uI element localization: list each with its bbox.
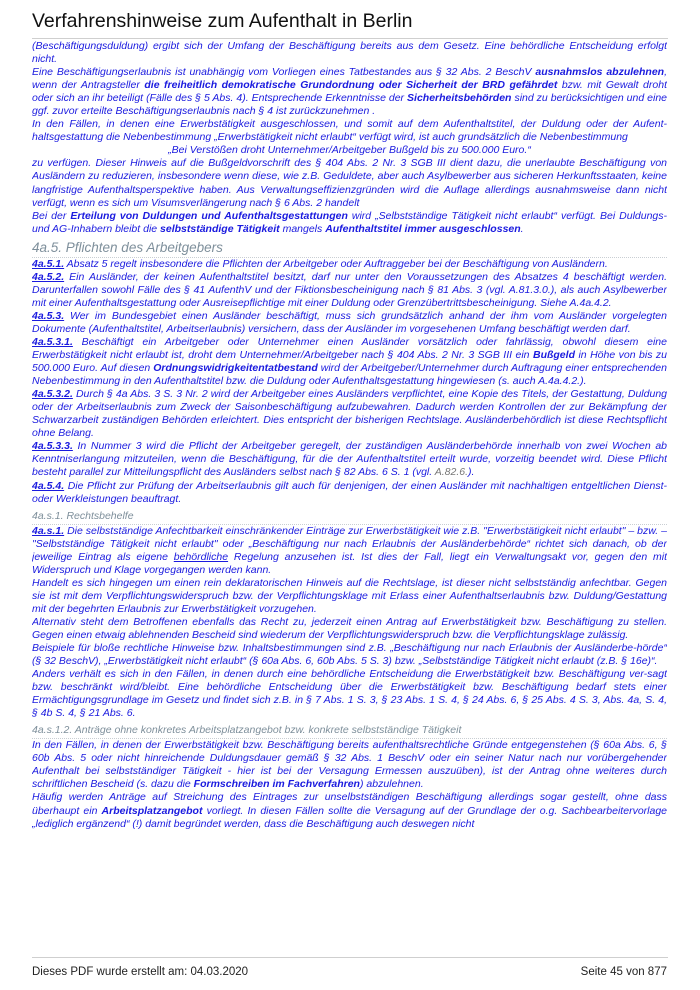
paragraph: 4a.5.1. Absatz 5 regelt insbesondere die Pflichten der Arbeitgeber oder Auftraggeber bei der Beschäftigung von Ausländern.	[32, 257, 608, 270]
section-ref-link[interactable]: 4a.5.3.2.	[32, 388, 73, 401]
section-ref-link[interactable]: 4a.s.1.	[32, 524, 65, 537]
footer-created-date: Dieses PDF wurde erstellt am: 04.03.2020	[32, 966, 249, 978]
paragraph: 4a.s.1. Die selbstständige Anfechtbarkeit einschränkender Einträge zur Erwerbstätigkeit wie z.B. "Erwerbstätigkeit nicht erlaubt" – bzw. – "Selbstständige Tätigkeit nicht erlaubt" oder „Beschäftigung nur nach Erlaubnis der Ausländerbehörde“ richtet sich danach, ob der jeweilige Eintrag als eigene behördliche Regelung anzusehen ist. Ist dies der Fall, liegt ein Verwaltungsakt vor, gegen den mit Widerspruch und Klage vorgegangen werden kann.	[32, 524, 667, 576]
paragraph: Anders verhält es sich in den Fällen, in denen durch eine behördliche Entscheidung die Erwerbstätigkeit bzw. Beschäftigung ver-sagt bzw. beschränkt wird/bleibt. Eine behördliche Entscheidung über die Erwerbstätigkeit bzw. Beschäftigung bedarf stets einer Ermächtigungsgrundlage im Gesetz und findet sich z.B. in § 7 Abs. 1 S. 3, § 23 Abs. 1 S. 4, § 24 Abs. 6, § 25 Abs. 4 S. 3, Abs. 4a, S. 4, § 4b S. 4, § 21 Abs. 6.	[32, 668, 667, 720]
quote-paragraph: „Bei Verstößen droht Unternehmer/Arbeitgeber Bußgeld bis zu 500.000 Euro.“	[168, 144, 531, 157]
paragraph: In den Fällen, in denen eine Erwerbstätigkeit ausgeschlossen, und somit auf dem Aufenthaltstitel, der Duldung oder der Aufent-haltsgestattung die Nebenbestimmung „Erwerbstätigkeit nicht erlaubt“ verfügt wird, ist auch grundsätzlich die Nebenbestimmung	[32, 118, 667, 144]
section-ref-link[interactable]: 4a.5.2.	[32, 270, 65, 283]
footer-page-number: Seite 45 von 877	[580, 966, 667, 978]
paragraph: (Beschäftigungsduldung) ergibt sich der Umfang der Beschäftigung bereits aus dem Gesetz. Eine behördliche Entscheidung erfolgt nicht.	[32, 40, 667, 66]
subsection-heading: 4a.s.1.2. Anträge ohne konkretes Arbeitsplatzangebot bzw. konkrete selbstständige Tätigkeit	[32, 723, 667, 739]
paragraph: zu verfügen. Dieser Hinweis auf die Bußgeldvorschrift des § 404 Abs. 2 Nr. 3 SGB III dient dazu, die unerlaubte Beschäftigung von Ausländern zu reduzieren, insbesondere wenn diese, wie z.B. Geduldete, aber auch Asylbewerber aus sicheren Herkunftsstaaten, keine langfristige Aufenthaltsperspektive haben. Aus Verwaltungseffizienzgründen wird die Auflage allerdings ausnahmsweise dann nicht verfügt, wenn es sich um Visumsverlängerung nach § 6 Abs. 2 handelt	[32, 157, 667, 209]
paragraph: Beispiele für bloße rechtliche Hinweise bzw. Inhaltsbestimmungen sind z.B. „Beschäftigung nur nach Erlaubnis der Ausländerbe-hörde“ (§ 32 BeschV), „Erwerbstätigkeit nicht erlaubt“ (§ 60a Abs. 6, 60b Abs. 5 S. 3) bzw. „Selbstständige Tätigkeit nicht erlaubt (z.B. § 16e)“.	[32, 642, 667, 668]
paragraph: 4a.5.3. Wer im Bundesgebiet einen Ausländer beschäftigt, muss sich grundsätzlich anhand der ihm vom Ausländer vorgelegten Dokumente (Aufenthaltstitel, Arbeitserlaubnis) versichern, dass der Ausländer im vorgesehenen Umfang beschäftigt werden darf.	[32, 309, 667, 335]
section-ref-link[interactable]: 4a.5.3.3.	[32, 440, 73, 453]
paragraph: Häufig werden Anträge auf Streichung des Eintrages zur unselbstständigen Beschäftigung allerdings sogar gestellt, ohne dass überhaupt ein Arbeitsplatzangebot vorliegt. In diesen Fällen sollte die Versagung auf der Grundlage der o.g. Sachbearbeitervorlage „lediglich ergänzend“ (!) damit begründet werden, dass die Beschäftigung auch deswegen nicht	[32, 791, 667, 830]
section-ref-link[interactable]: 4a.5.1.	[32, 257, 65, 270]
subsection-heading: 4a.s.1. Rechtsbehelfe	[32, 509, 667, 525]
paragraph: Alternativ steht dem Betroffenen ebenfalls das Recht zu, jederzeit einen Antrag auf Erwerbstätigkeit bzw. Beschäftigung zu stellen. Gegen einen etwaig ablehnenden Bescheid sind wiederum der Verpflichtungswiderspruch bzw. die Verpflichtungsklage zulässig.	[32, 615, 667, 641]
title-divider	[32, 38, 668, 39]
footer-divider	[32, 957, 668, 958]
paragraph: 4a.5.4. Die Pflicht zur Prüfung der Arbeitserlaubnis gilt auch für denjenigen, der einen Ausländer mit nachhaltigen entgeltlichen Dienst- oder Werkleistungen beauftragt.	[32, 479, 667, 505]
paragraph: 4a.5.3.1. Beschäftigt ein Arbeitgeber oder Unternehmer einen Ausländer vorsätzlich oder fahrlässig, obwohl diesem eine Erwerbstätigkeit nicht erlaubt ist, droht dem Unternehmer/Arbeitgeber nach § 404 Abs. 2 Nr. 3 SGB III ein Bußgeld in Höhe von bis zu 500.000 Euro. Auf diesen Ordnungswidrigkeitentatbestand wird der Arbeitgeber/Unternehmer durch Auftragung einer entsprechenden Nebenbestimmung in den Aufenthaltstitel bzw. die Duldung oder Aufenthaltsgestattung hingewiesen (s. auch A.4a.4.2.).	[32, 335, 667, 388]
paragraph: 4a.5.2. Ein Ausländer, der keinen Aufenthaltstitel besitzt, darf nur unter den Voraussetzungen des Absatzes 4 beschäftigt werden. Darunterfallen sowohl Fälle des § 41 AufenthV und der Fiktionsbescheinigung nach § 81 Abs. 3 (vgl. A.81.3.0.), als auch Asylbewerber mit einer Aufenthaltsgestattung oder Ausreisepflichtige mit einer Duldung oder Grenzübertrittsbescheinigung. Siehe A.4a.4.2.	[32, 270, 667, 309]
cross-reference-link[interactable]: A.82.6.	[434, 466, 468, 479]
section-heading: 4a.5. Pflichten des Arbeitgebers	[32, 239, 667, 258]
paragraph: In den Fällen, in denen der Erwerbstätigkeit bzw. Beschäftigung bereits aufenthaltsrechtliche Gründe entgegenstehen (§ 60a Abs. 6, § 60b Abs. 5 oder nicht hinreichende Duldungsdauer gemäß § 32 Abs. 1 BeschV oder ein seiner Natur nach nur vorübergehender Aufenthalt bei selbstständiger Tätigkeit - hier ist bei der Versagung Ermessen auszuüben), ist der Antrag ohne weiteres durch schriftlichen Bescheid (s. dazu die Formschreiben im Fachverfahren) abzulehnen.	[32, 739, 667, 791]
section-ref-link[interactable]: 4a.5.3.1.	[32, 335, 73, 348]
page-title: Verfahrenshinweise zum Aufenthalt in Berlin	[32, 10, 413, 32]
paragraph: Eine Beschäftigungserlaubnis ist unabhängig vom Vorliegen eines Tatbestandes aus § 32 Abs. 2 BeschV ausnahmslos abzulehnen, wenn der Antragsteller die freiheitlich demokratische Grundordnung oder Sicherheit der BRD gefährdet bzw. mit Gewalt droht oder sich an ihr beteiligt (Fälle des § 5 Abs. 4). Entsprechende Erkenntnisse der Sicherheitsbehörden sind zu berücksichtigen und eine ggf. zuvor erteilte Beschäftigungserlaubnis nach § 4 ist zurückzunehmen .	[32, 66, 667, 118]
section-ref-link[interactable]: 4a.5.3.	[32, 309, 65, 322]
paragraph: Handelt es sich hingegen um einen rein deklaratorischen Hinweis auf die Rechtslage, ist dieser nicht selbstständig anfechtbar. Gegen sie ist mit dem Verpflichtungswiderspruch bzw. der Verpflichtungsklage mit Erlass einer Aufenthaltserlaubnis bzw. Duldung/Gestattung mit der begehrten Erlaubnis zur Erwerbstätigkeit vorzugehen.	[32, 576, 667, 615]
paragraph: 4a.5.3.3. In Nummer 3 wird die Pflicht der Arbeitgeber geregelt, der zuständigen Ausländerbehörde innerhalb von zwei Wochen ab Kenntniserlangung mitzuteilen, wenn die Beschäftigung, für die der Aufenthaltstitel erteilt wurde, vorzeitig beendet wird. Diese Pflicht besteht parallel zur Mitteilungspflicht des Ausländers selbst nach § 82 Abs. 6 S. 1 (vgl. A.82.6.).	[32, 440, 667, 479]
section-ref-link[interactable]: 4a.5.4.	[32, 479, 65, 492]
paragraph: Bei der Erteilung von Duldungen und Aufenthaltsgestattungen wird „Selbstständige Tätigkeit nicht erlaubt“ verfügt. Bei Duldungs- und AG-Inhabern bleibt die selbstständige Tätigkeit mangels Aufenthaltstitel immer ausgeschlossen.	[32, 209, 667, 235]
paragraph: 4a.5.3.2. Durch § 4a Abs. 3 S. 3 Nr. 2 wird der Arbeitgeber eines Ausländers verpflichtet, eine Kopie des Titels, der Gestattung, Duldung oder der Arbeitserlaubnis zum Zweck der Saisonbeschäftigung aufzubewahren. Dadurch werden Kontrollen der zur Bekämpfung der Schwarzarbeit zuständigen Behörden erleichtert. Dies entspricht der bisherigen Rechtslage. Ausländerbehördlich ist diese Rechtspflicht ohne Belang.	[32, 388, 667, 440]
document-body	[32, 40, 667, 950]
